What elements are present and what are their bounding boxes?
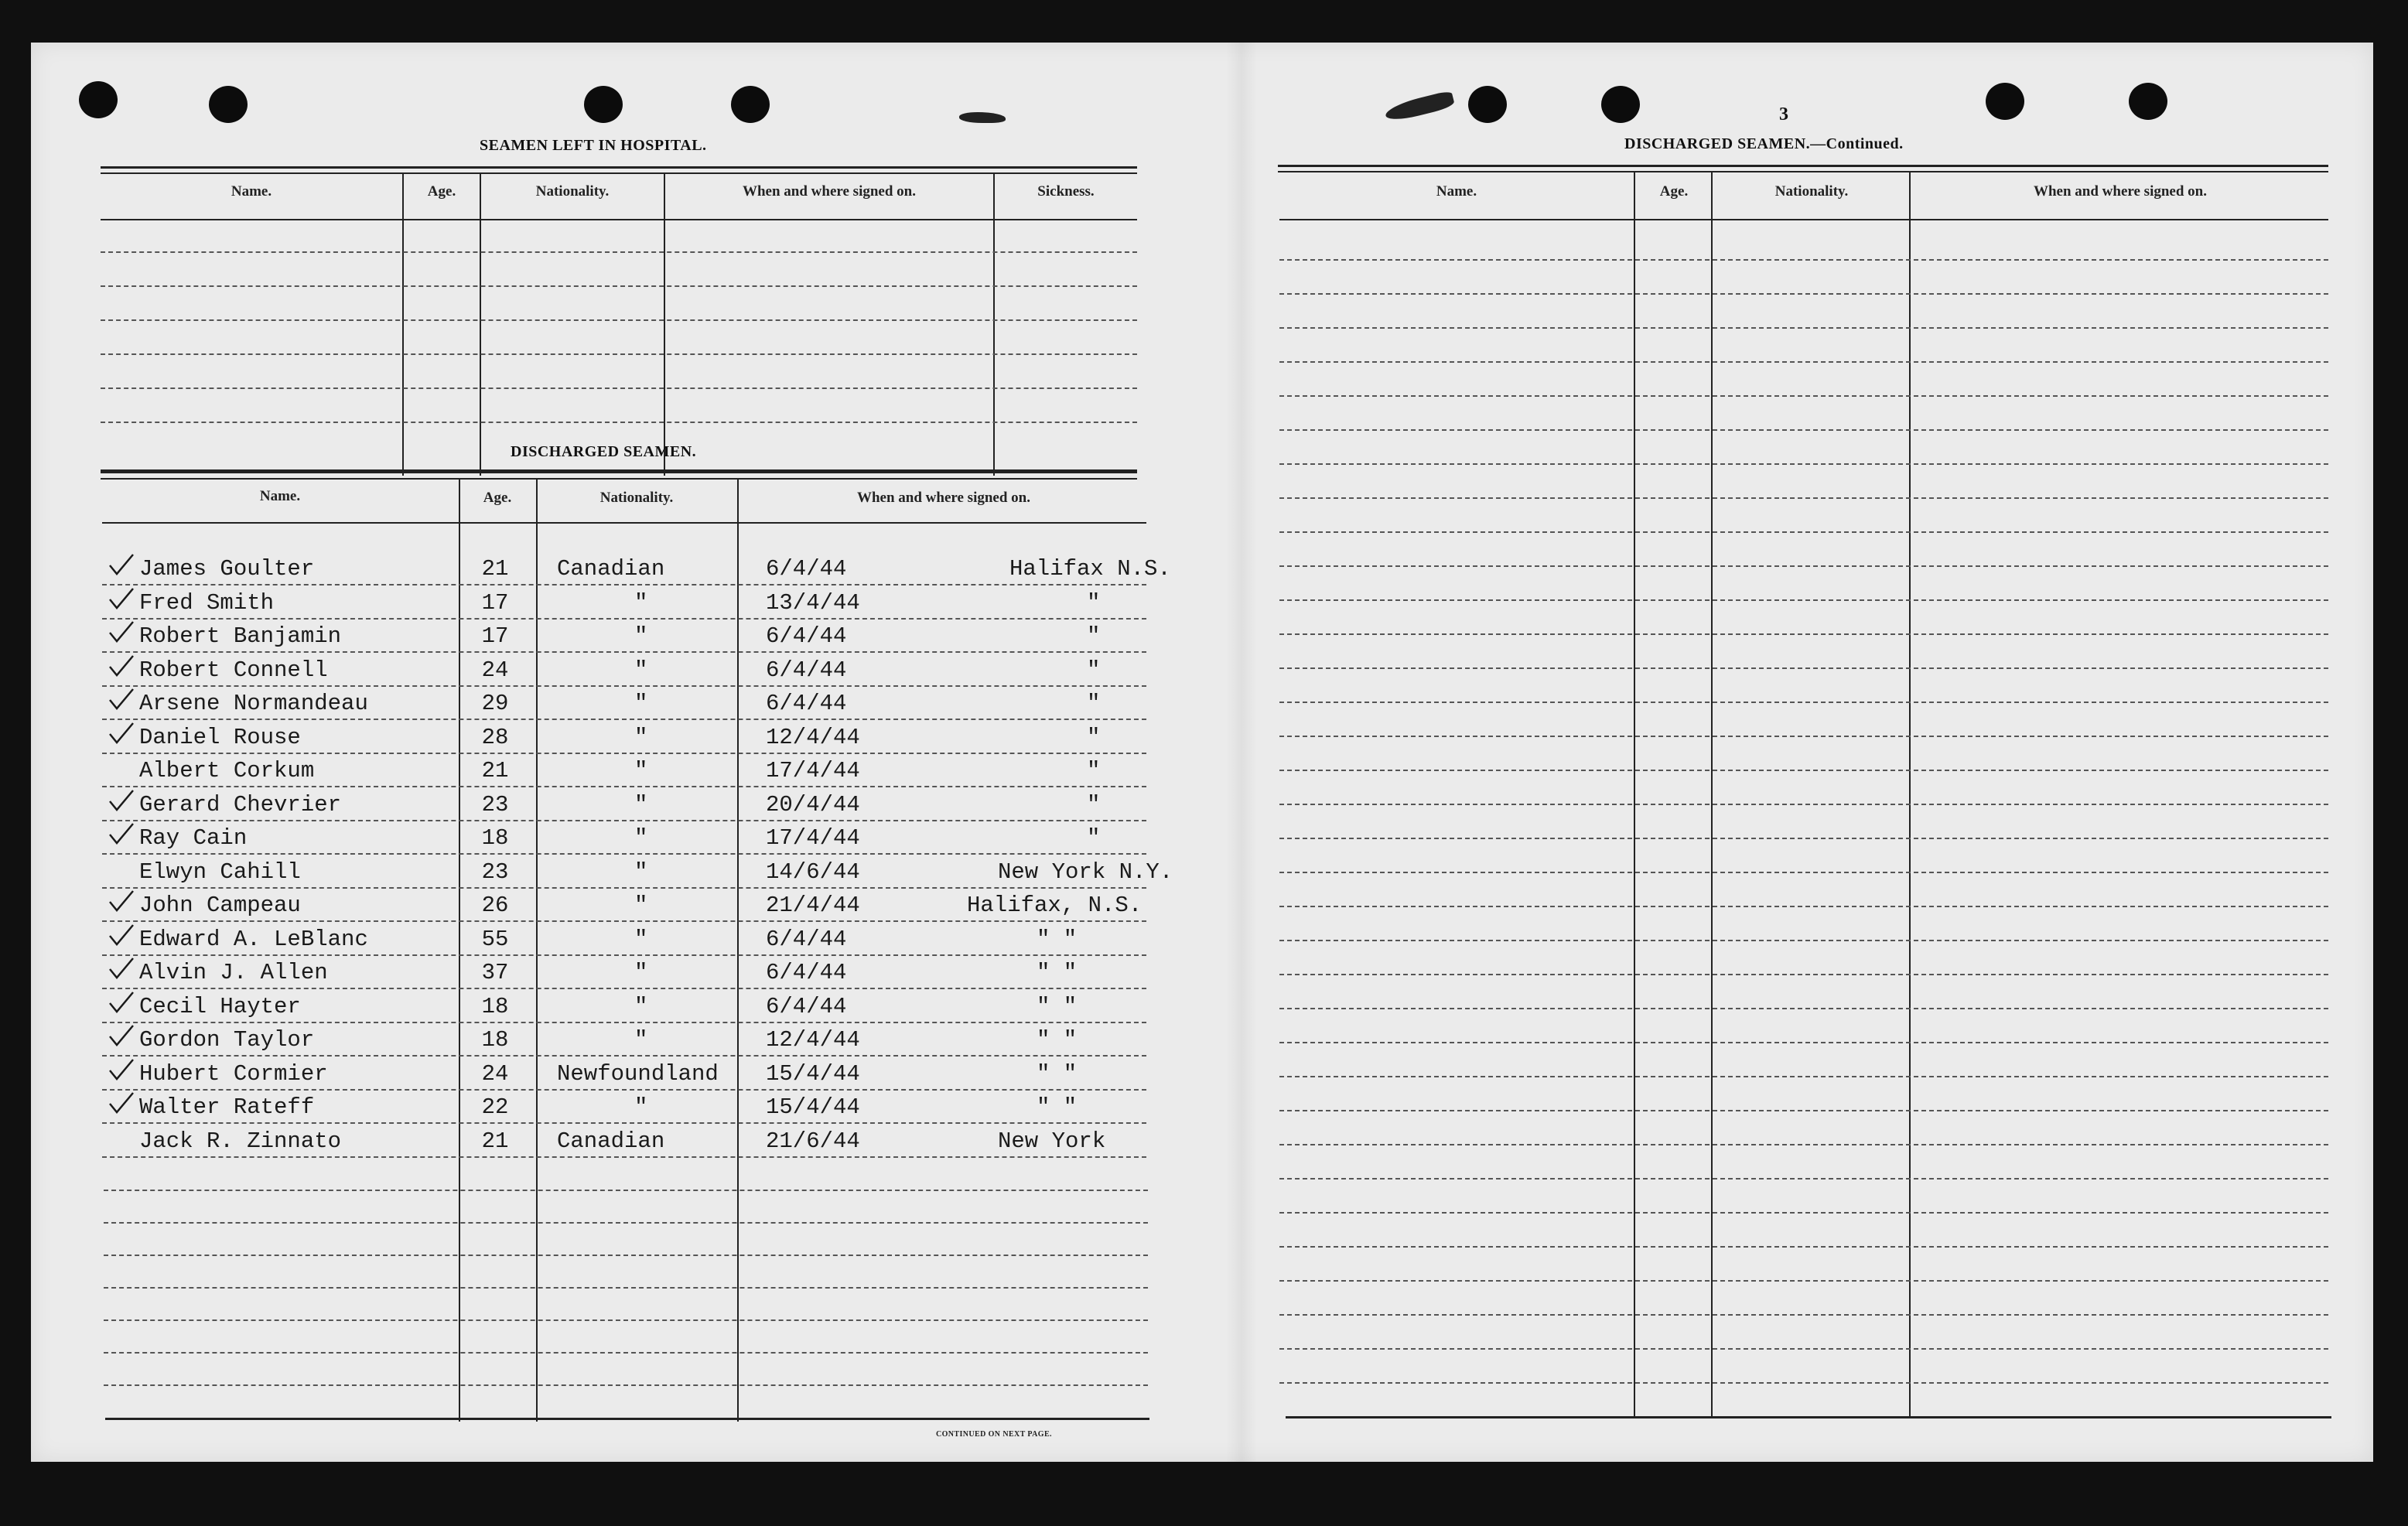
signed-on-date: 12/4/44 [766,724,860,750]
signed-on-place: " [1087,825,1101,851]
column-divider [1711,172,1713,1416]
checkmark-icon [108,1024,135,1047]
seaman-age: 17 [481,623,509,649]
ruled-line [104,1352,1148,1354]
seaman-nationality: Canadian [557,1128,665,1154]
ruled-line [102,1022,1146,1023]
seaman-age: 29 [481,691,509,716]
column-divider [737,480,739,1422]
signed-on-place: " " [1037,993,1078,1019]
ruled-line [102,1156,1146,1158]
seaman-nationality: " [634,791,648,818]
ruled-line [101,387,1137,389]
signed-on-date: 21/4/44 [766,893,860,918]
seaman-name: James Goulter [139,556,315,582]
punch-hole [2129,83,2167,120]
ruled-line [102,954,1146,956]
column-divider [664,174,665,476]
punch-hole [1601,86,1640,123]
right-col-nationality: Nationality. [1774,183,1849,200]
ruled-line [1279,770,2328,771]
checkmark-icon [108,789,135,812]
punch-hole [731,86,770,123]
seaman-age: 22 [481,1094,509,1120]
ink-blot [1384,90,1456,123]
ruled-line [1279,429,2328,431]
signed-on-place: " " [1037,1094,1078,1120]
table-bottom-rule [1286,1416,2331,1418]
ruled-line [1279,1382,2328,1384]
checkmark-icon [108,654,135,678]
seaman-name: Albert Corkum [139,758,315,783]
ruled-line [1279,1348,2328,1350]
seaman-name: Daniel Rouse [139,724,301,750]
signed-on-place: " " [1037,926,1078,952]
seaman-age: 24 [481,1060,509,1087]
checkmark-icon [108,1058,135,1081]
seaman-age: 21 [481,758,509,783]
signed-on-place: " [1087,724,1101,750]
seaman-nationality: " [634,623,648,649]
signed-on-place: Halifax N.S. [1009,556,1171,582]
signed-on-date: 17/4/44 [766,825,860,851]
signed-on-date: 15/4/44 [766,1094,860,1120]
signed-on-place: New York [998,1128,1106,1154]
signed-on-date: 17/4/44 [766,758,860,783]
signed-on-date: 6/4/44 [766,960,847,985]
ruled-line [102,786,1146,787]
seaman-age: 18 [481,1027,509,1053]
seaman-name: John Campeau [139,893,301,918]
seaman-name: Arsene Normandeau [139,691,368,716]
continued-note: CONTINUED ON NEXT PAGE. [936,1430,1052,1439]
checkmark-icon [108,620,135,644]
signed-on-date: 6/4/44 [766,657,847,683]
ruled-line [102,1122,1146,1124]
ruled-line [102,719,1146,720]
signed-on-place: " " [1037,1060,1078,1087]
seaman-name: Elwyn Cahill [139,859,301,885]
signed-on-date: 15/4/44 [766,1060,860,1087]
signed-on-place: " [1087,623,1101,649]
ruled-line [101,285,1137,287]
ruled-line [1279,599,2328,601]
center-fold [1226,43,1257,1462]
seaman-name: Gordon Taylor [139,1027,315,1053]
signed-on-date: 20/4/44 [766,791,860,818]
table-top-rule [101,166,1137,169]
ruled-line [104,1384,1148,1386]
seaman-age: 28 [481,724,509,750]
seaman-name: Ray Cain [139,825,248,851]
ruled-line [1279,1246,2328,1248]
column-divider [1634,172,1635,1416]
ruled-line [1279,736,2328,737]
signed-on-date: 12/4/44 [766,1027,860,1053]
seaman-age: 55 [481,926,509,952]
header-underline [101,219,1137,220]
hospital-section-title: SEAMEN LEFT IN HOSPITAL. [480,137,707,154]
seaman-nationality: " [634,1094,648,1120]
ruled-line [102,618,1146,620]
signed-on-place: " [1087,791,1101,818]
seaman-age: 21 [481,556,509,582]
punch-hole [1468,86,1507,123]
ruled-line [1279,1144,2328,1145]
ruled-line [1279,1314,2328,1316]
ruled-line [101,319,1137,321]
ruled-line [1279,1178,2328,1179]
seaman-name: Cecil Hayter [139,993,301,1019]
seaman-age: 23 [481,859,509,885]
discharged-section-title: DISCHARGED SEAMEN. [511,443,697,460]
column-divider [1909,172,1911,1416]
checkmark-icon [108,553,135,576]
ruled-line [1279,804,2328,805]
checkmark-icon [108,1091,135,1115]
signed-on-date: 14/6/44 [766,859,860,885]
seaman-nationality: Canadian [557,556,665,582]
ruled-line [104,1287,1148,1289]
ruled-line [1279,667,2328,669]
seaman-nationality: " [634,589,648,616]
ruled-line [102,753,1146,754]
seaman-age: 37 [481,960,509,985]
checkmark-icon [108,688,135,711]
ruled-line [1279,1008,2328,1009]
seaman-age: 17 [481,589,509,616]
hospital-col-nationality: Nationality. [535,183,610,200]
seaman-name: Fred Smith [139,589,275,616]
hospital-col-signed-on: When and where signed on. [742,183,916,200]
table-bottom-rule [105,1418,1149,1420]
seaman-nationality: " [634,758,648,783]
column-divider [480,174,481,476]
checkmark-icon [108,587,135,610]
signed-on-place: " [1087,691,1101,716]
ruled-line [1279,531,2328,533]
signed-on-date: 21/6/44 [766,1128,860,1154]
seaman-age: 24 [481,657,509,683]
seaman-age: 18 [481,825,509,851]
table-top-rule [101,478,1137,480]
signed-on-date: 6/4/44 [766,556,847,582]
checkmark-icon [108,822,135,845]
checkmark-icon [108,957,135,980]
ruled-line [102,685,1146,687]
ruled-line [1279,395,2328,397]
seaman-nationality: " [634,657,648,683]
punch-hole [584,86,623,123]
ruled-line [1279,974,2328,975]
seaman-age: 26 [481,893,509,918]
ruled-line [101,422,1137,423]
ruled-line [104,1190,1148,1191]
ruled-line [1279,361,2328,363]
signed-on-place: Halifax, N.S. [967,893,1143,918]
seaman-nationality: Newfoundland [557,1060,719,1087]
seaman-nationality: " [634,893,648,918]
hospital-col-sickness: Sickness. [1037,183,1095,200]
discharged-col-name: Name. [259,488,301,504]
seaman-nationality: " [634,825,648,851]
seaman-name: Hubert Cormier [139,1060,328,1087]
ruled-line [102,1089,1146,1091]
seaman-name: Jack R. Zinnato [139,1128,342,1154]
table-top-rule [1278,165,2328,167]
signed-on-date: 6/4/44 [766,993,847,1019]
header-underline [1279,219,2328,220]
column-divider [993,174,995,476]
seaman-name: Edward A. LeBlanc [139,926,368,952]
signed-on-place: " " [1037,1027,1078,1053]
ink-blot [959,112,1006,123]
checkmark-icon [108,889,135,913]
ruled-line [1279,497,2328,499]
ruled-line [102,1055,1146,1057]
hospital-col-name: Name. [231,183,272,200]
ruled-line [1279,1280,2328,1282]
ruled-line [102,853,1146,855]
ruled-line [1279,565,2328,567]
ruled-line [1279,838,2328,839]
seaman-age: 18 [481,993,509,1019]
signed-on-date: 6/4/44 [766,691,847,716]
ruled-line [1279,1076,2328,1077]
seaman-age: 23 [481,791,509,818]
ruled-line [1279,633,2328,635]
signed-on-date: 13/4/44 [766,589,860,616]
ruled-line [1279,1212,2328,1214]
ruled-line [101,353,1137,355]
signed-on-place: " [1087,589,1101,616]
ruled-line [102,820,1146,821]
ruled-line [1279,1110,2328,1111]
seaman-nationality: " [634,960,648,985]
seaman-name: Gerard Chevrier [139,791,342,818]
seaman-name: Walter Rateff [139,1094,315,1120]
ruled-line [104,1222,1148,1224]
signed-on-date: 6/4/44 [766,926,847,952]
ruled-line [1279,872,2328,873]
checkmark-icon [108,991,135,1014]
table-top-rule [1278,171,2328,172]
signed-on-date: 6/4/44 [766,623,847,649]
seaman-age: 21 [481,1128,509,1154]
page-number: 3 [1779,104,1788,125]
table-top-rule [101,172,1137,174]
seaman-nationality: " [634,926,648,952]
punch-hole [209,86,248,123]
header-underline [102,522,1146,524]
ruled-line [1279,293,2328,295]
ruled-line [102,584,1146,585]
ruled-line [104,1319,1148,1321]
ruled-line [102,651,1146,653]
signed-on-place: New York N.Y. [998,859,1173,885]
signed-on-place: " [1087,657,1101,683]
ruled-line [104,1255,1148,1256]
checkmark-icon [108,722,135,745]
ruled-line [102,988,1146,989]
seaman-name: Robert Banjamin [139,623,342,649]
seaman-name: Robert Connell [139,657,328,683]
ruled-line [1279,702,2328,703]
discharged-col-nationality: Nationality. [599,490,674,506]
checkmark-icon [108,923,135,947]
hospital-col-age: Age. [427,183,456,200]
right-col-age: Age. [1659,183,1689,200]
ruled-line [102,887,1146,889]
discharged-continued-title: DISCHARGED SEAMEN.—Continued. [1624,135,1904,152]
signed-on-place: " [1087,758,1101,783]
column-divider [536,480,538,1422]
right-col-name: Name. [1436,183,1477,200]
punch-hole [79,81,118,118]
right-col-signed-on: When and where signed on. [2033,183,2207,200]
ruled-line [1279,940,2328,941]
ruled-line [1279,259,2328,261]
seaman-name: Alvin J. Allen [139,960,328,985]
punch-hole [1986,83,2024,120]
discharged-col-age: Age. [483,490,512,506]
column-divider [459,480,460,1422]
discharged-col-signed-on: When and where signed on. [856,490,1030,506]
seaman-nationality: " [634,691,648,716]
seaman-nationality: " [634,1027,648,1053]
document-spread [31,43,2373,1462]
ruled-line [1279,1042,2328,1043]
ruled-line [1279,463,2328,465]
ruled-line [102,920,1146,922]
seaman-nationality: " [634,724,648,750]
ruled-line [1279,327,2328,329]
table-top-rule [101,471,1137,473]
seaman-nationality: " [634,993,648,1019]
signed-on-place: " " [1037,960,1078,985]
ruled-line [1279,906,2328,907]
ruled-line [101,251,1137,253]
seaman-nationality: " [634,859,648,885]
column-divider [402,174,404,476]
